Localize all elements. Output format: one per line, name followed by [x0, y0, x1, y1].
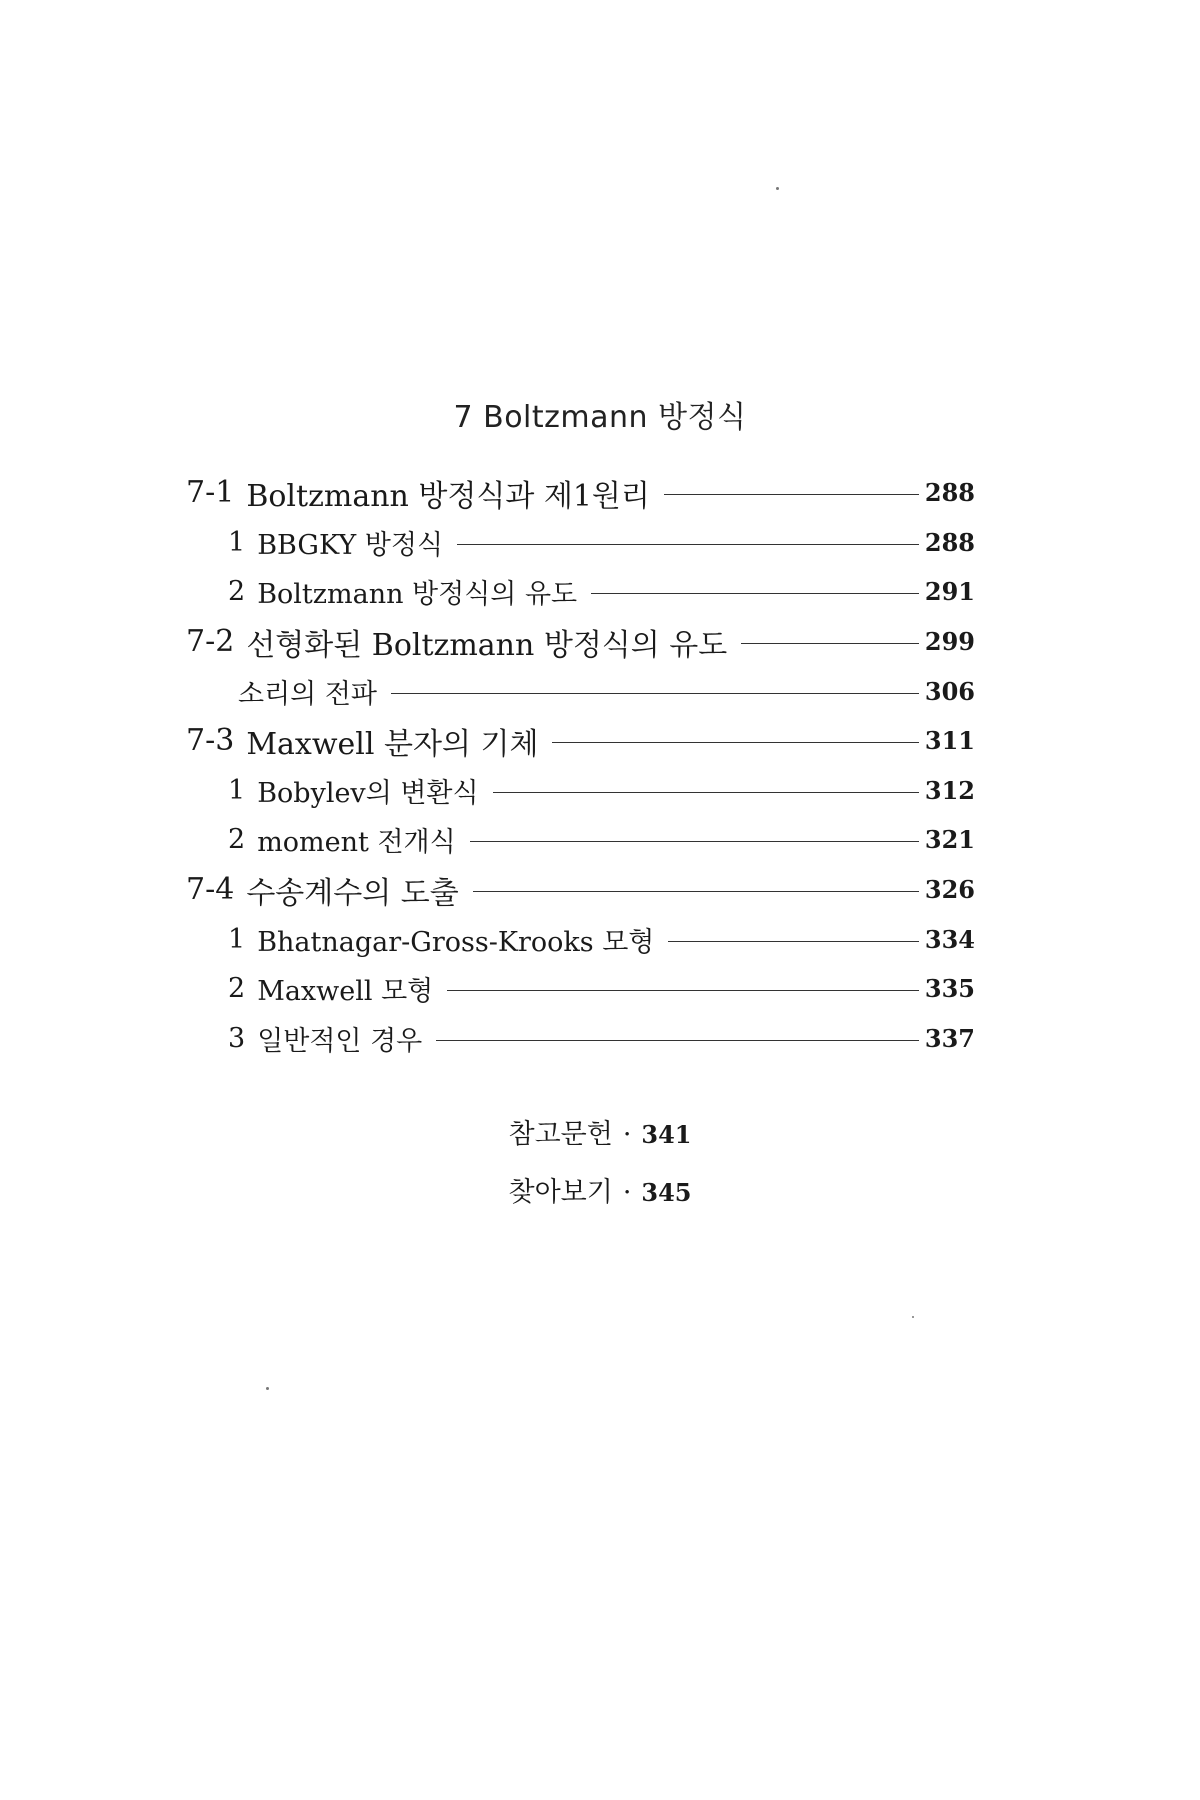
- dot-leader: [664, 494, 919, 495]
- section-label: Maxwell 모형: [257, 976, 434, 1008]
- section-number: 2: [228, 824, 246, 856]
- page-number: 335: [924, 974, 975, 1004]
- section-label: 일반적인 경우: [257, 1025, 423, 1057]
- dot-leader: [668, 941, 919, 942]
- section-label: 선형화된 Boltzmann 방정식의 유도: [246, 627, 728, 663]
- toc-entry: [186, 1014, 975, 1064]
- scan-speck: [776, 187, 779, 190]
- section-label: BBGKY 방정식: [257, 529, 444, 561]
- page-number: 311: [924, 726, 975, 756]
- page-number: 291: [924, 577, 975, 607]
- separator-dot: ·: [622, 1119, 632, 1150]
- toc-entry: [186, 964, 975, 1014]
- page-number: 299: [924, 627, 975, 657]
- section-number: 1: [228, 923, 246, 955]
- section-label: Bhatnagar-Gross-Krooks 모형: [257, 926, 655, 958]
- toc-entry: [186, 567, 975, 617]
- section-label: Maxwell 분자의 기체: [246, 726, 539, 762]
- page-number: 306: [924, 676, 975, 706]
- section-label: Boltzmann 방정식의 유도: [257, 579, 578, 611]
- appendix-label: 참고문헌: [508, 1119, 613, 1150]
- dot-leader: [741, 643, 919, 644]
- scan-speck: [266, 1387, 269, 1390]
- appendix-label: 찾아보기: [508, 1177, 613, 1208]
- section-number: 7-2: [186, 624, 235, 660]
- toc-entry: [186, 914, 975, 964]
- section-label: moment 전개식: [257, 827, 456, 859]
- toc-entry: [186, 815, 975, 865]
- section-number: 2: [228, 973, 246, 1005]
- page-number: 288: [924, 527, 975, 557]
- toc-list: [186, 468, 975, 1063]
- page-number: 321: [924, 825, 975, 855]
- section-number: 7-3: [186, 723, 235, 759]
- toc-entry: [186, 766, 975, 816]
- dot-leader: [470, 841, 919, 842]
- dot-leader: [473, 891, 919, 892]
- page-number: 326: [924, 875, 975, 905]
- toc-entry: [186, 617, 975, 667]
- dot-leader: [552, 742, 918, 743]
- toc-entry: [186, 716, 975, 766]
- section-label: Boltzmann 방정식과 제1원리: [246, 478, 650, 514]
- dot-leader: [391, 693, 919, 694]
- toc-entry: [186, 666, 975, 716]
- section-number: 7-4: [186, 872, 235, 908]
- dot-leader: [436, 1040, 919, 1041]
- page-number: 288: [924, 478, 975, 508]
- appendix-references: [0, 1112, 1200, 1151]
- toc-entry: [186, 518, 975, 568]
- toc-entry: [186, 865, 975, 915]
- section-number: 1: [228, 774, 246, 806]
- dot-leader: [457, 544, 919, 545]
- dot-leader: [493, 792, 919, 793]
- section-label: 수송계수의 도출: [246, 875, 459, 911]
- section-number: 7-1: [186, 475, 235, 511]
- scan-speck: [912, 1316, 914, 1318]
- separator-dot: ·: [622, 1177, 632, 1208]
- page-number: 341: [641, 1120, 692, 1149]
- dot-leader: [447, 990, 919, 991]
- chapter-title: 7 Boltzmann 방정식: [453, 400, 747, 435]
- dot-leader: [591, 593, 919, 594]
- page-number: 312: [924, 775, 975, 805]
- section-label: Bobylev의 변환식: [257, 777, 479, 809]
- appendix-index: [0, 1170, 1200, 1209]
- section-label: 소리의 전파: [238, 678, 377, 710]
- section-number: 2: [228, 576, 246, 608]
- section-number: 1: [228, 526, 246, 558]
- page-number: 337: [924, 1023, 975, 1053]
- page-number: 334: [924, 924, 975, 954]
- toc-entry: [186, 468, 975, 518]
- section-number: 3: [228, 1022, 246, 1054]
- page-number: 345: [641, 1178, 692, 1207]
